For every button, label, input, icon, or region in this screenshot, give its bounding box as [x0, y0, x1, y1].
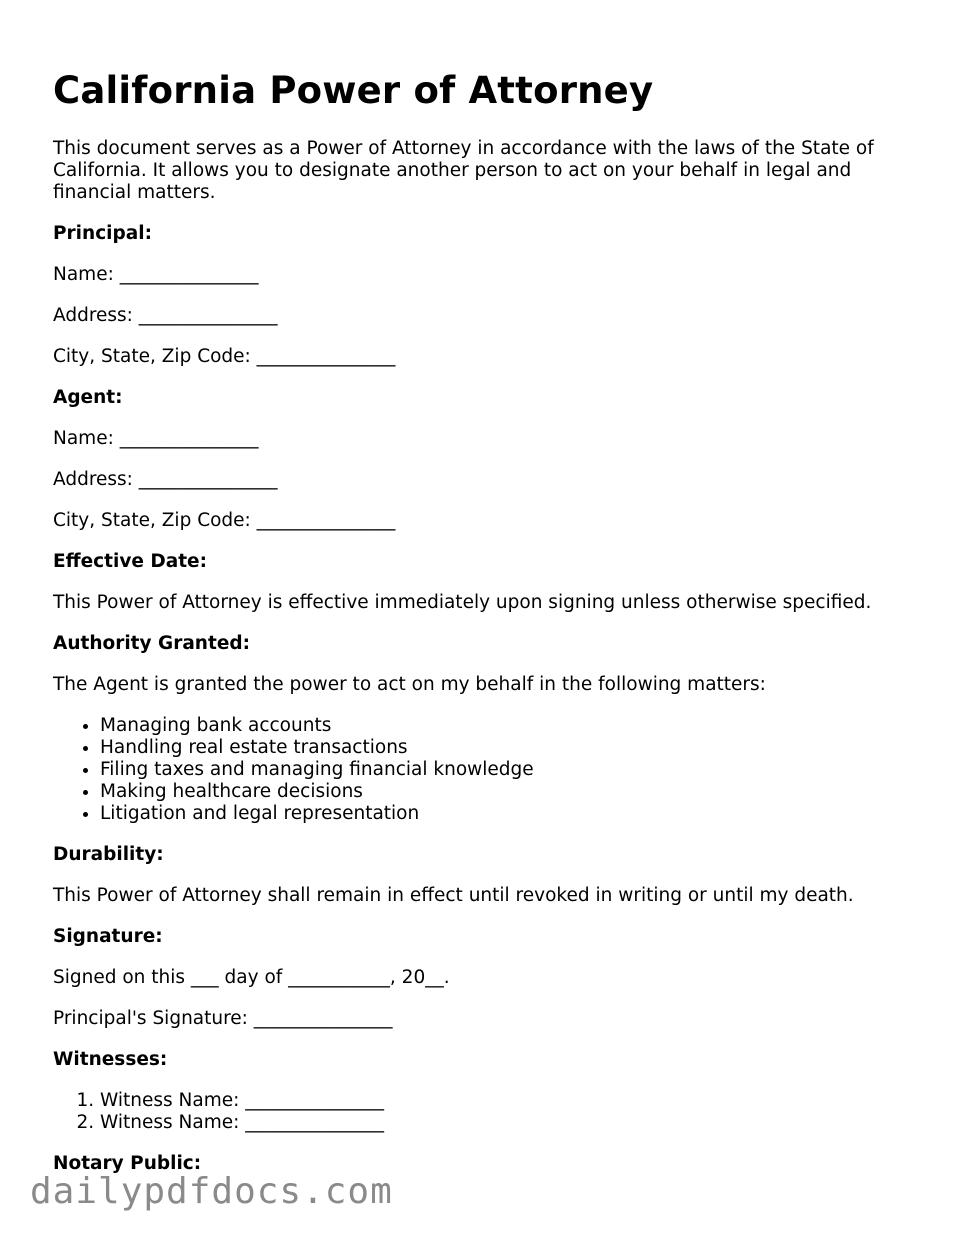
agent-name-field: Name: _______________ [53, 428, 259, 449]
durability-text: This Power of Attorney shall remain in effect until revoked in writing or until my death. [53, 885, 854, 906]
effective-date-heading: Effective Date: [53, 551, 207, 572]
principal-address-field: Address: _______________ [53, 305, 278, 326]
list-item: • Making healthcare decisions [100, 781, 913, 803]
authority-list [53, 715, 913, 825]
authority-text: The Agent is granted the power to act on my behalf in the following matters: [53, 674, 766, 695]
agent-heading: Agent: [53, 387, 123, 408]
list-item: • Litigation and legal representation [100, 803, 913, 825]
list-item: 1. Witness Name: _______________ [100, 1090, 913, 1112]
witnesses-heading: Witnesses: [53, 1049, 168, 1070]
authority-heading: Authority Granted: [53, 633, 251, 654]
principal-heading: Principal: [53, 223, 152, 244]
list-item: • Handling real estate transactions [100, 737, 913, 759]
document-title: California Power of Attorney [53, 69, 654, 112]
durability-heading: Durability: [53, 844, 164, 865]
notary-heading: Notary Public: [53, 1153, 202, 1174]
signed-on-line: Signed on this ___ day of ___________, 20__. [53, 967, 450, 988]
signature-heading: Signature: [53, 926, 163, 947]
list-item: 2. Witness Name: _______________ [100, 1112, 913, 1134]
principal-name-field: Name: _______________ [53, 264, 259, 285]
principal-city-field: City, State, Zip Code: _______________ [53, 346, 396, 367]
list-item: • Filing taxes and managing financial knowledge [100, 759, 913, 781]
witnesses-list [53, 1090, 913, 1134]
watermark: dailypdfdocs.com [30, 1171, 393, 1212]
agent-city-field: City, State, Zip Code: _______________ [53, 510, 396, 531]
effective-date-text: This Power of Attorney is effective immediately upon signing unless otherwise specified. [53, 592, 872, 613]
intro-paragraph: This document serves as a Power of Attorney in accordance with the laws of the State of California. It allows you to designate another person to act on your behalf in legal and financial matters. [53, 138, 874, 203]
document-page [53, 0, 913, 1175]
principal-signature-line: Principal's Signature: _______________ [53, 1008, 393, 1029]
agent-address-field: Address: _______________ [53, 469, 278, 490]
list-item: • Managing bank accounts [100, 715, 913, 737]
